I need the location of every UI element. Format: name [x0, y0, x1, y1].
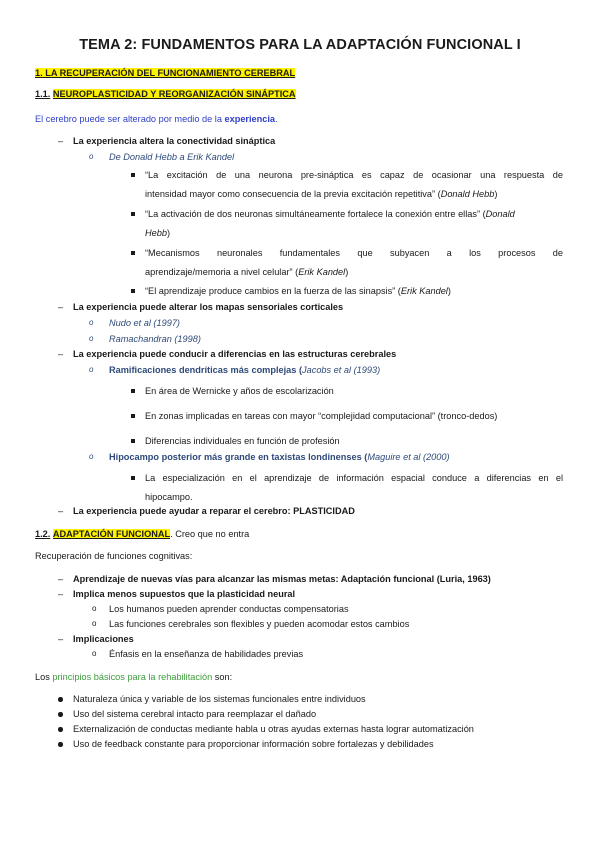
dot-bullet [58, 697, 63, 702]
dot-bullet [58, 742, 63, 747]
principle-item: Externalización de conductas mediante habla u otras ayudas externas hasta lograr automatización [73, 724, 474, 734]
principle-item: Naturaleza única y variable de los sistemas funcionales entre individuos [73, 694, 366, 704]
dash-bullet: – [58, 574, 64, 584]
dash-bullet: – [58, 136, 64, 146]
page-title: TEMA 2: FUNDAMENTOS PARA LA ADAPTACIÓN FUNCIONAL I [79, 37, 521, 53]
principles-intro [35, 671, 232, 683]
point-new-paths: Aprendizaje de nuevas vías para alcanzar las mismas metas: Adaptación funcional (Luria, 1963) [73, 574, 491, 584]
subsection-2-title: ADAPTACIÓN FUNCIONAL [52, 529, 171, 539]
quote-1-line-1: “La excitación de una neurona pre-sináptica es capaz de ocasionar una respuesta de [145, 170, 563, 180]
dendritic-ref: Jacobs et al (1993) [302, 365, 381, 375]
square-bullet [131, 439, 135, 443]
repair-text: La experiencia puede ayudar a reparar el cerebro: [73, 506, 294, 516]
circle-bullet: o [89, 334, 94, 343]
square-bullet [131, 173, 135, 177]
dash-bullet: – [58, 302, 64, 312]
subpoint-flexible: Las funciones cerebrales son flexibles y pueden acomodar estos cambios [109, 619, 410, 629]
circle-bullet: o [89, 365, 94, 374]
detail-spatial-line-1: La especialización en el aprendizaje de información espacial conduce a diferencias en el [145, 473, 563, 483]
detail-computational: En zonas implicadas en tareas con mayor “complejidad computacional” (tronco-dedos) [145, 411, 498, 421]
recovery-intro: Recuperación de funciones cognitivas: [35, 551, 193, 561]
subpoint-hippocampus [109, 451, 450, 463]
detail-profession: Diferencias individuales en función de profesión [145, 436, 340, 446]
intro-line [35, 113, 278, 125]
square-bullet [131, 212, 135, 216]
square-bullet [131, 414, 135, 418]
dot-bullet [58, 712, 63, 717]
quote-2-line-1 [145, 208, 515, 220]
subsection-2-number: 1.2. [35, 529, 51, 539]
detail-spatial-line-2: hipocampo. [145, 492, 193, 502]
subsection-title: NEUROPLASTICIDAD Y REORGANIZACIÓN SINÁPTICA [52, 89, 296, 99]
subpoint-compensatory: Los humanos pueden aprender conductas compensatorias [109, 604, 349, 614]
ref-nudo: Nudo et al (1997) [109, 318, 180, 328]
quote-1-author: Donald Hebb [440, 189, 495, 199]
quote-2-text: “La activación de dos neuronas simultáneamente fortalece la conexión entre ellas” ( [145, 209, 486, 219]
square-bullet [131, 251, 135, 255]
point-fewer-assumptions: Implica menos supuestos que la plasticidad neural [73, 589, 296, 599]
principles-keyword: principios básicos para la rehabilitación [52, 672, 213, 682]
dash-bullet: – [58, 589, 64, 599]
point-sensory-maps: La experiencia puede alterar los mapas sensoriales corticales [73, 302, 344, 312]
dash-bullet: – [58, 634, 64, 644]
ref-ramachandran: Ramachandran (1998) [109, 334, 201, 344]
circle-bullet: o [92, 619, 97, 628]
subpoint-previous-skills: Énfasis en la enseñanza de habilidades previas [109, 649, 304, 659]
quote-4-author: Erik Kandel [400, 286, 448, 296]
subpoint-dendritic [109, 364, 380, 376]
dash-bullet: – [58, 506, 64, 516]
point-connectivity: La experiencia altera la conectividad sináptica [73, 136, 276, 146]
subsection-number: 1.1. [35, 89, 51, 99]
quote-3-text: aprendizaje/memoria a nivel celular” ( [145, 267, 299, 277]
intro-text: El cerebro puede ser alterado por medio de la [35, 114, 225, 124]
quote-1-line-2 [145, 188, 497, 200]
subsection-heading-2 [35, 528, 249, 540]
subpoint-hebb-kandel: De Donald Hebb a Erik Kandel [109, 152, 235, 162]
circle-bullet: o [89, 452, 94, 461]
point-brain-structures: La experiencia puede conducir a diferencias en las estructuras cerebrales [73, 349, 397, 359]
point-implications: Implicaciones [73, 634, 134, 644]
quote-1-end: ) [494, 189, 498, 199]
quote-2-author-last: Hebb [145, 228, 167, 238]
quote-4-text: “El aprendizaje produce cambios en la fuerza de las sinapsis” ( [145, 286, 401, 296]
circle-bullet: o [92, 649, 97, 658]
circle-bullet: o [89, 318, 94, 327]
quote-3-line-1: “Mecanismos neuronales fundamentales que subyacen a los procesos de [145, 248, 563, 258]
section-heading [35, 67, 295, 79]
subsection-heading [35, 88, 296, 100]
principles-lead: Los [35, 672, 53, 682]
quote-3-author: Erik Kandel [298, 267, 346, 277]
dendritic-text: Ramificaciones dendríticas más complejas ( [109, 365, 303, 375]
principle-item: Uso del sistema cerebral intacto para reemplazar el dañado [73, 709, 317, 719]
square-bullet [131, 289, 135, 293]
section-heading-text: 1. LA RECUPERACIÓN DEL FUNCIONAMIENTO CEREBRAL [35, 68, 296, 78]
square-bullet [131, 389, 135, 393]
quote-2-end: ) [166, 228, 171, 238]
circle-bullet: o [89, 152, 94, 161]
hippocampus-text: Hipocampo posterior más grande en taxistas londinenses ( [109, 452, 368, 462]
principle-item: Uso de feedback constante para proporcionar información sobre fortalezas y debilidades [73, 739, 434, 749]
dash-bullet: – [58, 349, 64, 359]
quote-3-end: ) [345, 267, 349, 277]
quote-4 [145, 285, 451, 297]
quote-4-end: ) [447, 286, 451, 296]
intro-end: . [275, 114, 278, 124]
point-repair [73, 505, 355, 517]
detail-wernicke: En área de Wernicke y años de escolarización [145, 386, 334, 396]
principles-end: son: [212, 672, 233, 682]
intro-keyword: experiencia [224, 114, 276, 124]
circle-bullet: o [92, 604, 97, 613]
quote-1-text: intensidad mayor como consecuencia de la previa excitación repetitiva” ( [145, 189, 441, 199]
subsection-2-note: . Creo que no entra [170, 529, 250, 539]
quote-3-line-2 [145, 266, 348, 278]
hippocampus-ref: Maguire et al (2000) [367, 452, 450, 462]
dot-bullet [58, 727, 63, 732]
quote-2-author-first: Donald [485, 209, 515, 219]
repair-keyword: PLASTICIDAD [293, 506, 355, 516]
square-bullet [131, 476, 135, 480]
quote-2-line-2 [145, 227, 170, 239]
